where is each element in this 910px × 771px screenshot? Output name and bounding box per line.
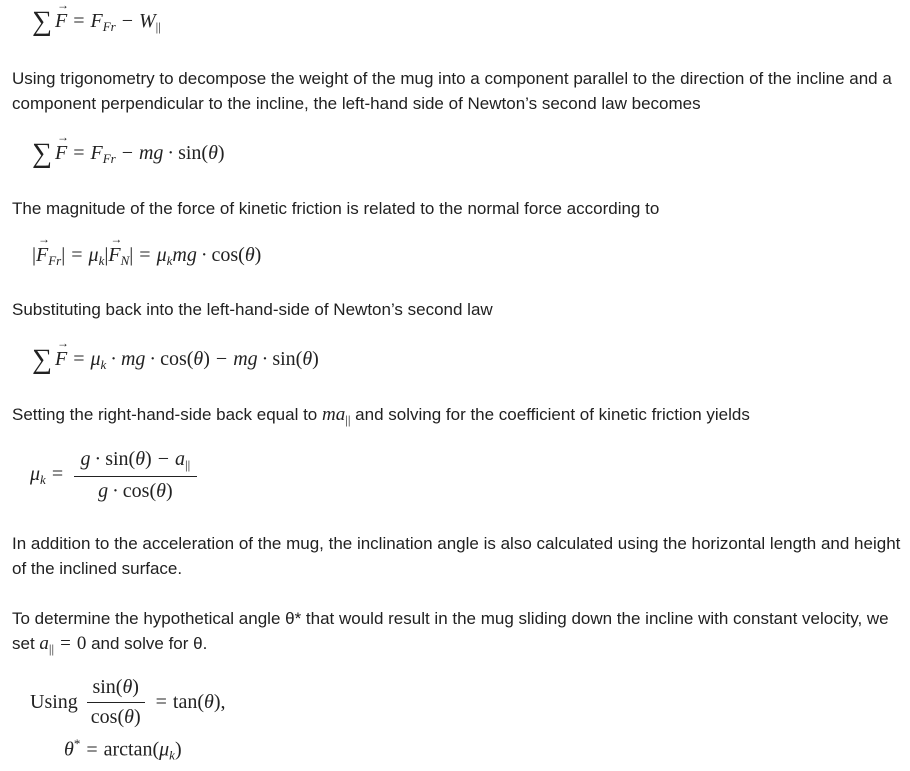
- paragraph-setting-after: and solving for the coefficient of kinetic friction yields: [350, 405, 750, 424]
- fraction-mu-k: $\frac{g \cdot \sin(\theta) - a_{||}}{g \cdot \cos(\theta)}$: [74, 448, 197, 503]
- paragraph-hypothetical-after: and solve for θ.: [86, 634, 208, 653]
- equation-theta-star: $\theta^* = \arctan(\mu_k)$: [64, 736, 182, 763]
- equation-sum-forces-2: ∑→ $F = F_{Fr}$ − mg · sin(θ): [32, 138, 225, 170]
- equation-sum-forces-3: ∑→ $F = \mu_k$ · mg · cos(θ) − mg · sin(θ): [32, 344, 319, 376]
- equation-friction: |→ $F_{Fr}| = \mu_k|\to F_N| = \mu_kmg \cdot \cos(\theta)$: [32, 244, 261, 269]
- equation-sum-forces-1: ∑→ $F = F_{Fr} - W_{||}$: [32, 6, 161, 38]
- paragraph-setting-before: Setting the right-hand-side back equal to: [12, 405, 322, 424]
- equation-using-rhs: = tan(θ),: [155, 691, 226, 713]
- inline-math-a-zero: $a_{||} = 0$: [39, 633, 87, 656]
- equation-using-word: Using: [30, 691, 78, 713]
- paragraph-trigonometry: Using trigonometry to decompose the weight of the mug into a component parallel to the direction of the incline and a component perpendicular to the incline, the left-hand side of Newton’s second law becomes: [12, 69, 892, 113]
- fraction-sin-cos: $\frac{\sin(\theta)}{\cos(\theta)}$: [87, 676, 145, 729]
- paragraph-substituting: Substituting back into the left-hand-side of Newton’s second law: [12, 300, 493, 319]
- paragraph-hypothetical-before: To determine the hypothetical angle θ* that would result in the mug sliding down the incline with constant velocity, we set: [12, 609, 889, 653]
- paragraph-setting: [12, 402, 908, 432]
- paragraph-hypothetical: [12, 606, 908, 661]
- equation-using-tan: [30, 676, 226, 729]
- paragraph-friction: The magnitude of the force of kinetic friction is related to the normal force according to: [12, 199, 660, 218]
- paragraph-inclination: In addition to the acceleration of the mug, the inclination angle is also calculated using the horizontal length and height of the inclined surface.: [12, 534, 901, 578]
- inline-math-ma: $ma_{||}$: [321, 404, 351, 427]
- equation-mu-k: $\mu_k$ = $\frac{g \cdot \sin(\theta) - a_{||}}{g \cdot \cos(\theta)}$: [30, 448, 197, 503]
